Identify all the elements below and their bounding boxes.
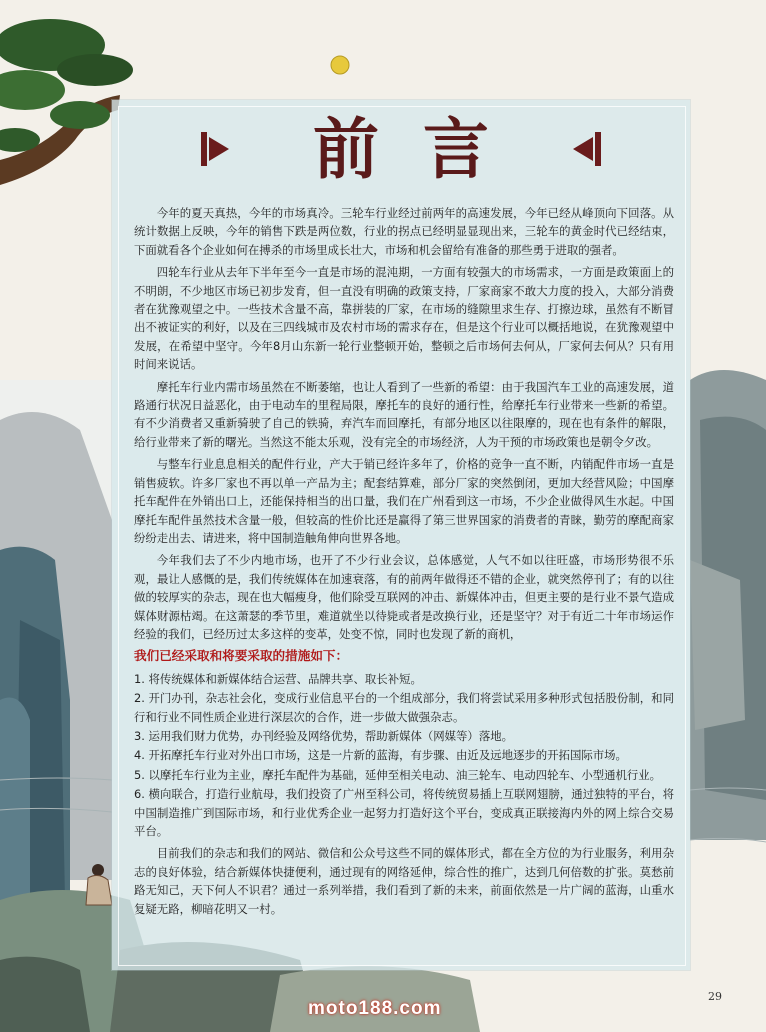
measures-heading: 我们已经采取和将要采取的措施如下： [134,648,349,664]
article-body [134,204,674,922]
heading [112,112,690,186]
left-bracket-icon [201,132,233,166]
paragraph: 今年我们去了不少内地市场，也开了不少行业会议，总体感觉，人气不如以往旺盛，市场形势很不乐观，最让人感慨的是，我们传统媒体在加速衰落，有的前两年做得还不错的企业，就突然停刊了；有的以往做的较厚实的杂志，现在也大幅瘦身，他们除受互联网的冲击、新媒体冲击，但更主要的是行业不景气造成媒体财源枯竭。在这萧瑟的季节里，难道就坐以待毙或者是改换行业，还是坚守？对于有近二十年市场运作经验的我们，已经历过太多这样的变革，处变不惊，同时也发现了新的商机， [134,553,674,641]
list-item: 2. 开门办刊，杂志社会化，变成行业信息平台的一个组成部分，我们将尝试采用多种形式包括股份制，和同行和行业不同性质企业进行深层次的合作，进一步做大做强杂志。 [134,691,674,724]
paragraph: 与整车行业息息相关的配件行业，产大于销已经许多年了，价格的竞争一直不断，内销配件市场一直是销售疲软。许多厂家也不再以单一产品为主；配套结算难，部分厂家的突然倒闭，更加大经营风险；中国摩托车配件在外销出口上，还能保持相当的出口量，我们在广州看到这一市场，不少企业做得风生水起。中国摩托车配件虽然技术含量一般，但较高的性价比还是赢得了第三世界国家的消费者的青睐，勤劳的摩配商家纷纷走出去、请进来，将中国制造触角伸向世界各地。 [134,457,674,545]
list-item: 6. 横向联合，打造行业航母，我们投资了广州至科公司，将传统贸易插上互联网翅膀，通过独特的平台，将中国制造推广到国际市场，和行业优秀企业一起努力打造好这个平台，变成真正联接海内外的网上综合交易平台。 [134,787,674,838]
right-cliffs-painting [690,370,766,840]
paragraph: 四轮车行业从去年下半年至今一直是市场的混沌期，一方面有较强大的市场需求，一方面是政策面上的不明朗，不少地区市场已初步发育，但一直没有明确的政策支持，厂家商家不敢大力度的投入，大部分消费者在犹豫观望之中。一些技术含量不高，靠拼装的厂家，在市场的缝隙里求生存、打擦边球，虽然有不断冒出不被证实的利好，以及在三四线城市及农村市场的需求存在，但是这个行业可以概括地说，在犹豫观望中发展，在希望中坚守。今年8月山东新一轮行业整顿开始，整顿之后市场何去何从，厂家何去何从？只有用时间来说话。 [134,265,674,372]
paragraph: 摩托车行业内需市场虽然在不断萎缩，也让人看到了一些新的希望：由于我国汽车工业的高速发展，道路通行状况日益恶化，由于电动车的里程局限，摩托车的良好的通行性，给摩托车行业带来一些新的希望。有不少消费者又重新骑驶了自己的铁骑，弃汽车而回摩托，有部分地区以往限摩的，现在也有条件的解限，给行业带来了新的曙光。当然这不能太乐观，没有完全的市场经济，人为干预的市场政策也是朝令夕改。 [134,379,674,449]
closing-paragraph: 目前我们的杂志和我们的网站、微信和公众号这些不同的媒体形式，都在全方位的为行业服务，利用杂志的良好体验，结合新媒体快捷便利，通过现有的网络延伸，综合性的推广，达到几何倍数的扩张。莫愁前路无知己，天下何人不识君？通过一系列举措，我们看到了新的未来，前面依然是一片广阔的蓝海，山重水复疑无路，柳暗花明又一村。 [134,846,674,916]
right-bracket-icon [569,132,601,166]
left-mountains-painting [0,412,112,900]
list-item: 3. 运用我们财力优势，办刊经验及网络优势，帮助新媒体（网媒等）落地。 [134,728,513,743]
page-title: 前言 [313,110,533,188]
page-number: 29 [708,990,722,1003]
list-item: 4. 开拓摩托车行业对外出口市场，这是一片新的蓝海，有步骤、由近及远地逐步的开拓国际市场。 [134,748,627,763]
sun-painting [331,56,349,74]
site-watermark: moto188.com [308,998,442,1019]
measures-list [134,670,674,841]
paragraph: 今年的夏天真热，今年的市场真冷。三轮车行业经过前两年的高速发展，今年已经从峰顶向下回落。从统计数据上反映，今年的销售下跌是两位数，行业的拐点已经明显显现出来，三轮车的黄金时代已经结束，下面就看各个企业如何在搏杀的市场里成长壮大，市场和机会留给有准备的那些勇于进取的强者。 [134,206,674,257]
list-item: 5. 以摩托车行业为主业，摩托车配件为基础，延伸至相关电动、油三轮车、电动四轮车、小型通机行业。 [134,767,662,782]
list-item: 1. 将传统媒体和新媒体结合运营、品牌共享、取长补短。 [134,671,422,686]
